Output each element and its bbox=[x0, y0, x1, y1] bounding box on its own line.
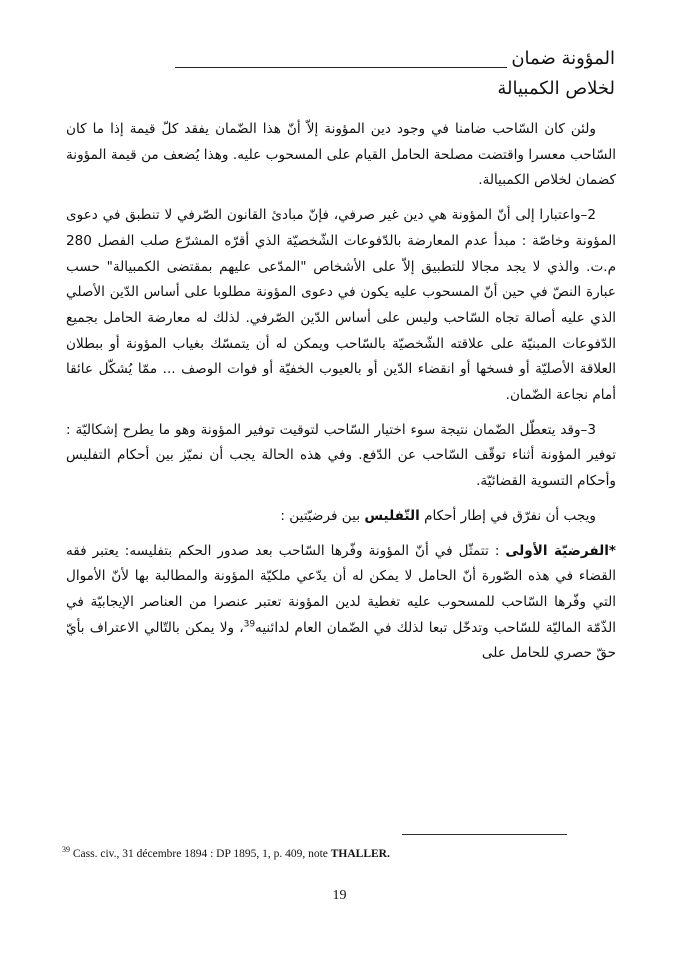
paragraph-4 bbox=[66, 504, 616, 530]
paragraph-4-bold: التّفليس bbox=[364, 507, 420, 524]
footnote-number: 39 bbox=[62, 845, 70, 854]
header-line-1 bbox=[45, 44, 615, 74]
hypothesis-label: *الفرضيّة الأولى bbox=[505, 542, 616, 559]
footnote-author: THALLER. bbox=[330, 847, 390, 860]
footnote-rule bbox=[402, 834, 567, 835]
footnote bbox=[62, 842, 622, 862]
header-rule bbox=[175, 51, 507, 68]
running-header bbox=[45, 44, 615, 104]
paragraph-5-text: : تتمثّل في أنّ المؤونة وفّرها السّاحب بعد صدور الحكم بتفليسه: يعتبر فقه القضاء في هذه الصّورة أنّ الحامل لا يمكن له أن يدّعي ملكيّة المؤونة والمطالبة بها لأنّ الأموال التي وفّرها السّاحب للمسحوب عليه تغطية لدين المؤونة تعتبر عنصرا من العناصر الإيجابيّة في الذّمّة الماليّة للسّاحب وتدخّل تبعا لذلك في الضّمان العام لدائنيه bbox=[66, 542, 616, 636]
paragraph-5 bbox=[66, 539, 616, 668]
page-number: 19 bbox=[332, 888, 347, 903]
body-text bbox=[66, 117, 616, 667]
paragraph-5-end: ، ولا يمكن بالتّالي الاعتراف بأيّ حقّ حصري للحامل على bbox=[66, 619, 616, 662]
paragraph-3: 3–وقد يتعطّل الضّمان نتيجة سوء اختيار السّاحب لتوقيت توفير المؤونة وهو ما يطرح إشكاليّة : توفير المؤونة أثناء توقّف السّاحب عن الدّفع. وفي هذه الحالة يجب أن نميّز بين أحكام التفليس وأحكام التسوية القضائيّة. bbox=[66, 421, 616, 490]
paragraph-1: ولئن كان السّاحب ضامنا في وجود دين المؤونة إلاّ أنّ هذا الضّمان يفقد كلّ قيمة إذا ما كان السّاحب معسرا واقتضت مصلحة الحامل القيام على المسحوب عليه. وهذا يُضعف من قيمة المؤونة كضمان لخلاص الكمبيالة. bbox=[66, 121, 616, 189]
footnote-reference[interactable]: 39 bbox=[243, 619, 256, 630]
header-title-line-1: المؤونة ضمان bbox=[511, 48, 615, 69]
header-title-line-2: لخلاص الكمبيالة bbox=[497, 78, 615, 99]
paragraph-4-start: ويجب أن نفرّق في إطار أحكام bbox=[419, 507, 596, 524]
paragraph-2: 2–واعتبارا إلى أنّ المؤونة هي دين غير صرفي، فإنّ مبادئ القانون الصّرفي لا تنطبق في دعوى المؤونة وخاصّة : مبدأ عدم المعارضة بالدّفوعات الشّخصيّة الذي أقرّه المشرّع صلب الفصل 280 م.ت. والذي لا يجد مجالا للتطبيق إلاّ على الأشخاص "المدّعى عليهم بمقتضى الكمبيالة" حسب عبارة النصّ في حين أنّ المسحوب عليه يكون في دعوى المؤونة مطلوبا على أساس الدّين الأصلي الذي عليه أصالة تجاه السّاحب وليس على أساس الدّين الصّرفي. لذلك له معارضة الحامل بجميع الدّفوعات المبنيّة على علاقته الشّخصيّة بالسّاحب ويمكن له أن يتمسّك بغياب المؤونة أو ببطلان العلاقة الأصليّة أو فسخها أو انقضاء الدّين أو بالعيوب الخفيّة أو فوات الوصف ... ممّا يُشكّل عائقا أمام نجاعة الضّمان. bbox=[66, 207, 616, 404]
footnote-text: Cass. civ., 31 décembre 1894 : DP 1895, 1, p. 409, note bbox=[70, 847, 331, 860]
paragraph-4-end: بين فرضيّتين : bbox=[280, 507, 365, 524]
